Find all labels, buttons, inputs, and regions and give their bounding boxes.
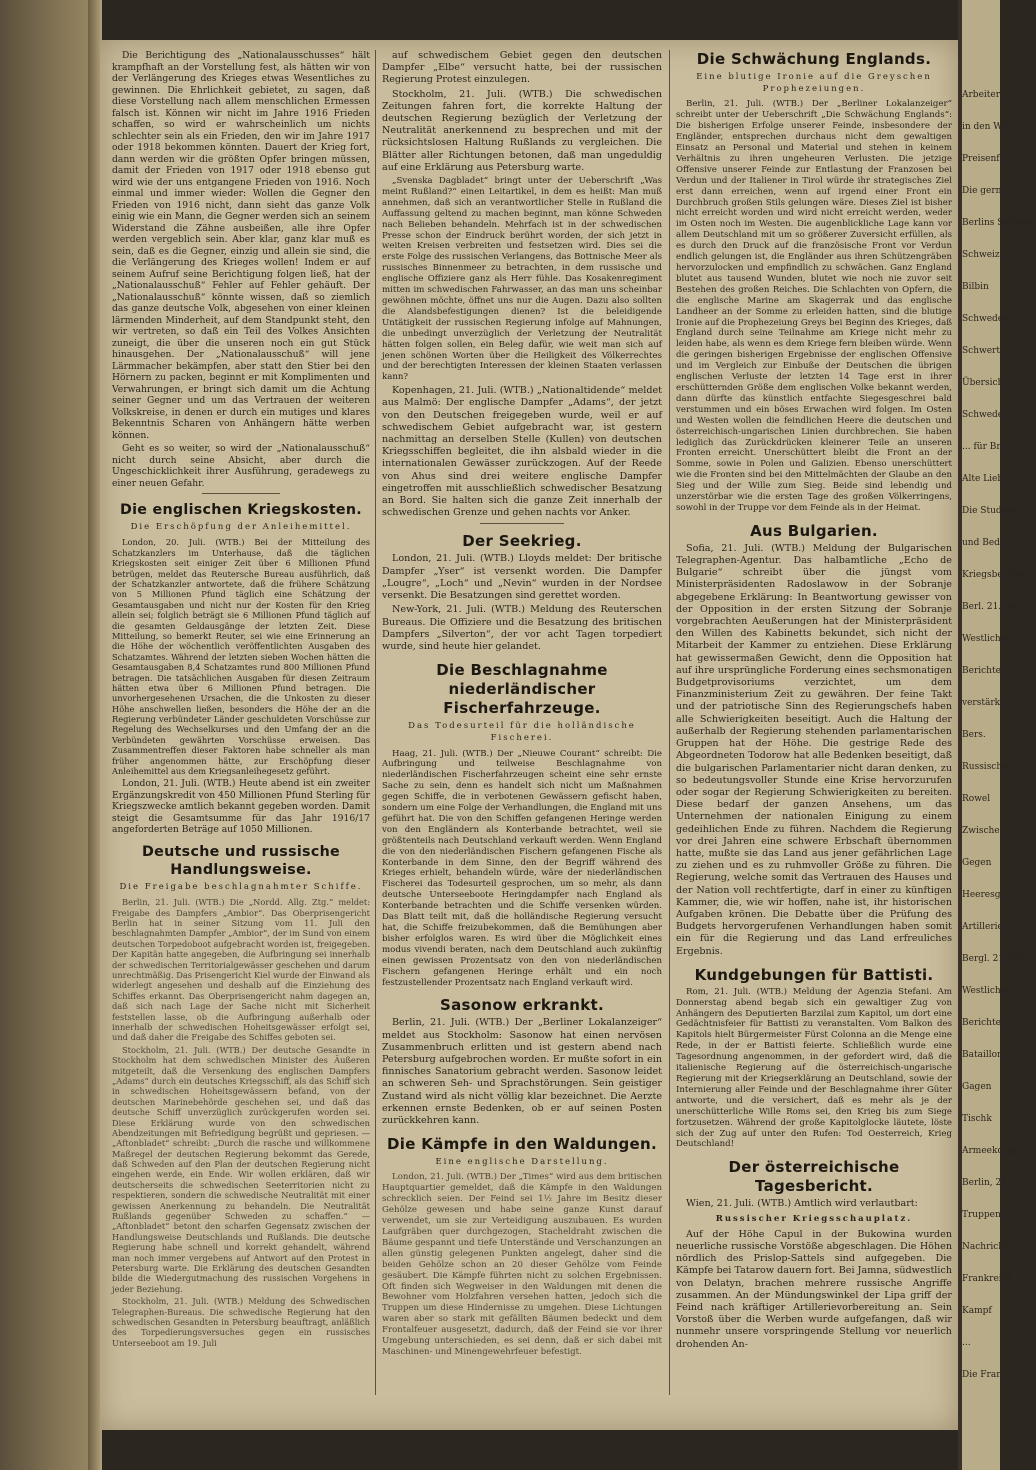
article-text: Geht es so weiter, so wird der „Nationalausschuß“ nicht durch seine Absicht, aber durch die Ungeschicklichkeit ihrer Ausführung, geradewegs zu einer neuen Gefahr. [112, 443, 370, 489]
divider [480, 523, 564, 524]
edge-fragment: Schwert [962, 346, 1000, 356]
subheadline: Russischer Kriegsschauplatz. [715, 1213, 913, 1224]
edge-fragment: Frankreich [962, 1274, 1013, 1284]
edge-fragment: Die Studien [962, 506, 1016, 516]
edge-fragment: ... [962, 1338, 971, 1348]
article-text: Berlin, 21. Juli. (WTB.) Der „Berliner Lokalanzeiger“ schreibt unter der Ueberschrift „Die Schwächung Englands“: Die bisherigen Erfolge unserer Feinde, insbesondere der Engländer, entsprechen durchaus nicht dem gewaltigen Einsatz an Personal und Material und stehen in keinem Verhältnis zu ihren ungeheuren Verlusten. Die jetzige Offensive unserer Feinde zur Entlastung der Franzosen bei Verdun und der Italiener in Tirol würde ihr strategisches Ziel erst dann erreichen, wenn auf irgend einer Front ein Durchbruch großen Stils gelungen wäre. Dieses Ziel ist bisher nicht erreicht worden und wird nicht erreicht werden, weder im Osten noch im Westen. Die augenblickliche Lage kann vor allem Deutschland mit um so größerer Zuversicht erfüllen, als es durch den Druck auf die französische Front vor Verdun endlich gelungen ist, die Engländer aus ihren Schützengräben hervorzulocken und empfindlich zu schwächen. Ganz England blutet aus tausend Wunden, blutet wie noch nie zuvor seit Bestehen des großen Reiches. Die Schlachten von Opfern, die die englische Marine am Skagerrak und das englische Landheer an der Somme zu erleiden hatten, sind die blutige Ironie auf die Prophezeiung Greys bei Beginn des Krieges, daß England durch seine Teilnahme am Kriege nicht mehr zu leiden habe, als wenn es dem Kriege fern bleiben würde. Wenn die geringen bisherigen Ergebnisse der englischen Offensive und im Vergleich zur Einbuße der Deutschen die übrigen englischen Verluste der letzten 14 Tage erst in ihrer erschütternden Größe dem englischen Volke bekannt werden, dann dürfte das künstlich entfachte Siegesgeschrei bald verstummen und ein böses Erwachen wird folgen. Im Osten und Westen wollen die feindlichen Heere die deutschen und österreichisch-ungarischen Linien durchbrechen. Sie haben lediglich das Zurückdrücken kleinerer Teile an unseren Fronten erreicht. Unerschüttert bleibt die Front an der Somme, sowie in Polen und Galizien. Ebenso unerschüttert wie die Fronten sind bei den Mittelmächten der Glaube an den Sieg und der Wille zum Sieg. Beide sind lebendig und unzerstörbar wie die ersten Tage des großen Völkerringens, sowohl in der Truppe vor dem Feinde als in der Heimat. [676, 99, 952, 513]
article-text: Kopenhagen, 21. Juli. (WTB.) „Nationaltidende“ meldet aus Malmö: Der englische Dampfer „Adams“, der jetzt von den Deutschen freigegeben wurde, weil er auf schwedischem Gebiet aufgebracht war, ist gestern nachmittag an derselben Stelle (Kullen) von deutschen Kriegsschiffen begleitet, die ihn alsbald wieder in die internationalen Gewässer zurückzogen. Auf der Reede von Ahus sind drei weitere englische Dampfer eingetroffen mit ausschließlich schwedischer Besatzung an Bord. Sie halten sich die ganze Zeit innerhalb der schwedischen Grenze und gehen nachts vor Anker. [382, 385, 662, 519]
column-3 [676, 50, 952, 1353]
edge-fragment: Nachrichte [962, 1242, 1014, 1252]
column-rule [669, 50, 670, 1395]
headline: Aus Bulgarien. [750, 521, 878, 540]
edge-fragment: Übersicht [962, 378, 1007, 388]
article-text: London, 21. Juli. (WTB.) Lloyds meldet: Der britische Dampfer „Yser“ ist versenkt worden. Die Dampfer „Lougre“, „Loch“ und „Nevin“ wurden in der Nordsee versenkt. Die Besatzungen sind gerettet worden. [382, 553, 662, 602]
article-text: auf schwedischem Gebiet gegen den deutschen Dampfer „Elbe“ versucht hatte, bei der russischen Regierung Protest einzulegen. [382, 50, 662, 86]
edge-fragment: Arbeiterp [962, 90, 1006, 100]
edge-fragment: Tischk [962, 1114, 992, 1124]
article-text: London, 21. Juli. (WTB.) Heute abend ist ein zweiter Ergänzungskredit von 450 Millionen Pfund Sterling für Kriegszwecke amtlich bekannt gegeben worden. Damit steigt die Gesamtsumme für das Jahr 1916/17 angeforderten Beträge auf 1050 Millionen. [112, 778, 370, 836]
headline: Die Kämpfe in den Waldungen. [387, 1135, 657, 1154]
edge-fragment: Preisenfa [962, 154, 1006, 164]
edge-fragment: Die Franz [962, 1370, 1007, 1380]
edge-fragment: Die gern [962, 186, 1002, 196]
article-text: London, 20. Juli. (WTB.) Bei der Mitteilung des Schatzkanzlers im Unterhause, daß die täglichen Kriegskosten seit einiger Zeit über 6 Millionen Pfund betrügen, meldet das Reutersche Bureau ausführlich, daß der Schatzkanzler antwortete, daß die frühere Schätzung von 5 Millionen Pfund täglich eine Schätzung der Gesamtausgaben und nicht nur der Kosten für den Krieg allein sei; folglich beträgt sie 6 Millionen Pfund täglich auf die gesamten Geldausgänge der letzten Zeit. Diese Mitteilung, so bemerkt Reuter, sei wie eine Erinnerung an die Höhe der wöchentlich veröffentlichten Ausgaben des Schatzamtes. Während der letzten sieben Wochen hätten die Gesamtausgaben 8,4 Schatzamtes rund 800 Millionen Pfund betragen. Die tatsächlichen Ausgaben für diesen Zeitraum hätten etwa über 6 Millionen Pfund betragen. Die unvorhergesehenen Ursachen, die die Unkosten zu dieser Höhe anschwellen ließen, besonders die Höhe der an die Regierung verbündeter Länder geschuldeten Vorschüsse zur Regelung des Wechselkurses und den Umfang der an die Verbündeten gewährten Vorschüsse erweisen. Das Zusammentreffen dieser Faktoren habe schneller als man früher angenommen hätte, zur Erschöpfung dieser Anleihemittel aus dem Kriegsanleihegesetz geführt. [112, 537, 370, 777]
column-2 [382, 50, 662, 1360]
article-text: Stockholm, 21. Juli. (WTB.) Der deutsche Gesandte in Stockholm hat dem schwedischen Minister des Äußeren mitgeteilt, daß die Versenkung des englischen Dampfers „Adams“ durch ein deutsches Kriegsschiff, als das Schiff sich in schwedischen Hoheitsgewässern befand, von der deutschen Marinebehörde geschehen sei, und daß das deutsche Schiff unverzüglich zurückgerufen worden sei. Diese Erklärung wurde von den schwedischen Abendzeitungen mit Befriedigung begrüßt und gepriesen. — „Aftonbladet“ schreibt: „Durch die rasche und willkommene Maßregel der deutschen Regierung bekommt das Gerede, daß Schweden auf den Plan der deutschen Regierung nicht eingehen werde, ein Ende. Wir wollen erklären, daß wir deutscherseits die schwedischen Seeterritorien nicht zu respektieren, sondern die schwedische Neutralität mit einer gewissen Anerkennung zu behandeln. Die Neutralität Rußlands gegenüber Schweden zu schaffen.“ — „Aftonbladet“ betont den scharfen Gegensatz zwischen der Handlungsweise Deutschlands und Rußlands. Die deutsche Regierung habe schnell und korrekt gehandelt, während man noch immer vergebens auf Antwort auf den Protest in Petersburg warte. Die Erklärung des deutschen Gesandten bilde die Wiedergutmachung des russischen Vorgehens in jeder Beziehung. [112, 1044, 370, 1294]
article-text: Sofia, 21. Juli. (WTB.) Meldung der Bulgarischen Telegraphen-Agentur. Das halbamtliche „Echo de Bulgarie“ schreibt über die jüngst vom Ministerpräsidenten Radoslawow in der Sobranje abgegebene Erklärung: In Beantwortung gewisser von der Opposition in der ersten Sitzung der Sobranje vorgebrachten Aeußerungen hat der Ministerpräsident den Willen des Kabinetts bekundet, sich nicht der Mitarbeit der Kammer zu entziehen. Diese Erklärung hat gewissermaßen Gewicht, denn die Opposition hat auf ihre ursprüngliche Forderung eines sechsmonatigen Budgetprovisoriums verzichtet, um dem Finanzministerium Zeit zu gewähren. Der feine Takt und der patriotische Sinn des Regierungschefs haben alle Schwierigkeiten beseitigt. Auch die Haltung der außerhalb der Regierung stehenden parlamentarischen Gruppen hat der Höhe. Die gestrige Rede des Abgeordneten Todorow hat alle Bedenken beseitigt, daß die bulgarischen Parlamentarier nicht daran denken, zu so bedeutungsvoller Stunde eine Krise hervorzurufen oder sogar der Regierung Schwierigkeiten zu bereiten. Diese bedarf der ganzen Ansehens, um das Unternehmen der nationalen Einigung zu einem gedeihlichen Ende zu führen. Nachdem die Regierung vor drei Jahren eine schwere Erbschaft übernommen hatte, mußte sie das Land aus jener gefährlichen Lage zu ziehen und es zu ruhmvoller Größe zu führen. Die Regierung, welche somit das Vertrauen des Hauses und der Nation voll rechtfertigte, darf in einer zu künftigen Kammer, die, wie wir hoffen, nahe ist, ihr historischen Aufgaben krönen. Die Debatte über die Prüfung des Budgets hervorgerufenen Verhandlungen haben somit ein für die Regierung und das Land erfreuliches Ergebnis. [676, 542, 952, 957]
subheadline: Eine blutige Ironie auf die Greyschen Prophezeiungen. [696, 72, 932, 95]
edge-fragment: Schwede [962, 410, 1004, 420]
edge-fragment: Armeekorps [962, 1146, 1018, 1156]
edge-fragment: Berichte [962, 1018, 1001, 1028]
article-text: London, 21. Juli. (WTB.) Der „Times“ wird aus dem britischen Hauptquartier gemeldet, daß die Kämpfe in den Waldungen schrecklich seien. Der Feind sei 1½ Jahre im Besitz dieser Gehölze gewesen und habe seine ganze Kunst darauf verwendet, um sie zur Verteidigung auszubauen. Es wurden Laufgräben quer durchgezogen, Stacheldraht zwischen die Bäume gespannt und tiefe Unterstände und Verschanzungen an allen günstig gelegenen Punkten angelegt, daher sind die beiden Gehölze schon an 20 dieser Gehölze vom Feinde gesäubert. Die Kämpfe führten nicht zu solchen Ergebnissen. Oft finden sich Wegweiser in den Waldungen mit denen die Bewohner vom Holzfahren versehen hatten, jedoch sich die Truppen um diese Hindernisse zu umgehen. Diese Lichtungen waren aber so stark mit gefällten Bäumen bedeckt und dem Frontalfeuer ausgesetzt, dadurch, daß der Feind sie vor ihrer Umgebung unterschieden, es sei denn, daß er sich dabei mit Maschinen- und Minengewehrfeuer befestigt. [382, 1172, 662, 1357]
article-text: Auf der Höhe Capul in der Bukowina wurden neuerliche russische Vorstöße abgeschlagen. Die Höhen nördlich des Prislop-Sattels sind aufgegeben. Die Kämpfe bei Tatarow dauern fort. Bei Jamna, südwestlich von Delatyn, brachen mehrere russische Angriffe zusammen. An der Mündungswinkel der Lipa griff der Feind nach kräftiger Artillerievorbereitung an. Sein Vorstoß über die Werben wurde aufgefangen, daß wir nunmehr unsere vorspringende Stellung vor neuerlich drohenden An- [676, 1228, 952, 1350]
article-text: Berlin, 21. Juli. (WTB.) Der „Berliner Lokalanzeiger“ meldet aus Stockholm: Sasonow hat einen nervösen Zusammenbruch erlitten und ist gestern abend nach Petersburg aufgebrochen worden. Er mußte sofort in ein finnisches Sanatorium gebracht werden. Sasonow leidet an schweren Seh- und Sprachstörungen. Sein geistiger Zustand wird als nicht völlig klar bezeichnet. Die Aerzte erkennen ernste Bedenken, ob er auf seinen Posten zurückkehren kann. [382, 1017, 662, 1127]
edge-fragment: Bataillon [962, 1050, 1003, 1060]
edge-fragment: Bers. [962, 730, 986, 740]
edge-fragment: Berl. 21. Juli. [962, 602, 1023, 612]
headline: Der österreichische Tagesbericht. [728, 1158, 900, 1196]
edge-fragment: Kriegsbericht [962, 570, 1025, 580]
edge-fragment: Berichtet [962, 666, 1005, 676]
headline: Die englischen Kriegskosten. [119, 502, 363, 518]
edge-fragment: Berlins Stellung [962, 218, 1036, 228]
column-1 [112, 50, 370, 1350]
subheadline: Eine englische Darstellung. [435, 1157, 609, 1168]
article-text: New-York, 21. Juli. (WTB.) Meldung des Reuterschen Bureaus. Die Offiziere und die Besatzung des britischen Dampfers „Silverton“, der vor acht Tagen torpediert wurde, sind heute hier gelandet. [382, 604, 662, 652]
edge-fragment: Heeresgr. [962, 890, 1007, 900]
article-text: Die Berichtigung des „Nationalausschusses“ hält krampfhaft an der Vorstellung fest, als hätten wir von der Verlängerung des Krieges etwas Wesentliches zu gewinnen. Die Ehrlichkeit gebietet, zu sagen, daß diese Vorstellung nach allem menschlichen Ermessen falsch ist. Können wir nicht im Jahre 1916 Frieden schaffen, so wird er wahrscheinlich um nichts schlechter sein als ein Frieden, den wir im Jahre 1917 oder 1918 bekommen könnten. Dauert der Krieg fort, dann werden wir die größten Opfer bringen müssen, damit der Frieden von 1917 oder 1918 ebenso gut wird wie der uns entgangene Frieden von 1916. Noch einmal und immer wieder: Wollen die Gegner den Frieden von 1916 nicht, dann sieht das ganze Volk einig wie ein Mann, die Gegner werden sich an seinem Widerstand die Zähne ausbeißen, alle ihre Opfer werden vergeblich sein. Aber klar, ganz klar muß es sein, daß es die Gegner, einzig und allein sie sind, die die Verlängerung des Krieges wollen! Indem er auf seinem Aufruf seine Berichtigung folgen ließ, hat der „Nationalausschuß“ Fehler auf Fehler gehäuft. Der „Nationalausschuß“ könnte wissen, daß so ziemlich das ganze deutsche Volk, abgesehen von einer kleinen lärmenden Minderheit, auf dem Standpunkt steht, den wir vertreten, so daß ein Teil des Volkes Ansichten zuneigt, die über die unseren noch ein gut Stück hinausgehen. Der „Nationalausschuß“ will jene Lärmmacher bekämpfen, aber statt den Stier bei den Hörnern zu packen, beginnt er mit Komplimenten und Verwahrungen, er bringt sich damit um die Achtung seiner Gegner und um das Vertrauen der weiteren Volkskreise, in denen er durch ein mutiges und klares Bekenntnis Scharen von Anhängern hätte werben können. [112, 50, 370, 441]
edge-fragment: ... für Bre [962, 442, 1006, 452]
article-text: Haag, 21. Juli. (WTB.) Der „Nieuwe Courant“ schreibt: Die Aufbringung und teilweise Beschlagnahme von niederländischen Fischerfahrzeugen scheint eine sehr ernste Sache zu sein, denn es handelt sich nicht um Maßnahmen gegen Schiffe, die in verbotenen Gewässern gefischt haben, sondern um eine Folge der Verhandlungen, die England mit uns geführt hat. Die von den Schiffen gefangenen Heringe werden von den Engländern als Konterbande betrachtet, weil sie größtenteils nach Deutschland verkauft werden. Wenn England die von den niederländischen Fischern gefangenen Fische als Konterbande in dem Sinne, den der Begriff während des Krieges erhielt, behandeln würde, wäre der niederländischen Fischerei das Todesurteil gesprochen, um so mehr, als dann deutsche Unterseeboote Heringdampfer nach England als Konterbande betrachten und die Schiffe versenken würden. Das Blatt teilt mit, daß die holländische Regierung versucht hat, die Schiffe freizubekommen, daß die Bemühungen aber bisher erfolglos waren. Es wird über die Möglichkeit eines modus vivendi beraten, nach dem Deutschland auch zukünftig einen gewissen Prozentsatz von den von niederländischen Fischern gefangenen Heringe erhält und ein noch festzustellender Prozentsatz nach England verkauft wird. [382, 748, 662, 988]
article-text: „Svenska Dagbladet“ bringt unter der Ueberschrift „Was meint Rußland?“ einen Leitartikel, in dem es heißt: Man muß annehmen, daß sich an verantwortlicher Stelle in Rußland die Auffassung geltend zu machen beginnt, man könne Schweden nach Belieben behandeln. Mehrfach ist in der schwedischen Presse schon der Eindruck berührt worden, der sich jetzt in weiten Kreisen verbreiten und festsetzen wird. Dies sei die erste Folge des russischen Verlangens, das Bottnische Meer als russisches Binnenmeer zu betrachten, in dem russische und englische Offiziere ganz als Herr fühle. Das Kosakenregiment mitten im schwedischen Fahrwasser, an das man uns scheinbar gewöhnen möchte, öffnet uns nur die Augen. Dazu also sollten die Alandsbefestigungen dienen? Ist die beleidigende Untätigkeit der russischen Regierung infolge auf Mahnungen, die unbedingt unverzüglich der Verletzung der Neutralität hätten folgen sollen, ein Beleg dafür, wie weit man sich auf jenen schönen Worten über die Heiligkeit des Völkerrechtes und der berechtigten Interessen der kleinen Staaten verlassen kann? [382, 176, 662, 383]
edge-fragment: Russische [962, 762, 1008, 772]
book-binding [0, 0, 100, 1470]
article-text: Berlin, 21. Juli. (WTB.) Die „Nordd. Allg. Ztg.“ meldet: Freigabe des Dampfers „Ambior“. Das Oberprisengericht Berlin hat in seiner Sitzung vom 11. Juli den beschlagnahmten Dampfer „Ambior“, der im Sund von einem deutschen Torpedoboot aufgebracht worden ist, freigegeben. Der Kapitän hatte angegeben, die Aufbringung sei innerhalb der schwedischen Territorialgewässer geschehen und darum unrechtmäßig. Das Prisengericht Kiel wurde der Einwand als widerlegt angesehen und deshalb auf die Einziehung des Schiffes erkannt. Das Oberprisengericht nahm dagegen an, daß sich nach Lage der Sache nicht mit Sicherheit feststellen lasse, ob die Aufbringung außerhalb oder innerhalb der schwedischen Hoheitsgewässer erfolgt sei, und daß daher die Freigabe des Schiffes geboten sei. [112, 897, 370, 1043]
edge-fragment: Schweden [962, 314, 1009, 324]
headline: Sasonow erkrankt. [440, 996, 604, 1015]
edge-fragment: verstärk [962, 698, 1001, 708]
divider [202, 493, 279, 494]
edge-fragment: Westlicher [962, 986, 1011, 996]
edge-fragment: Artillerie [962, 922, 1003, 932]
edge-fragment: Bilbin [962, 282, 989, 292]
article-text: Rom, 21. Juli. (WTB.) Meldung der Agenzia Stefani. Am Donnerstag abend begab sich ein gewaltiger Zug von Anhängern des Deputierten Barzilai zum Kapitol, um dort eine Gedächtnisfeier für Battisti zu veranstalten. Vom Balkon des Kapitols hielt Bürgermeister Fürst Colonna an die Menge eine Rede, in der er Battisti feierte. Schließlich wurde eine Tagesordnung angenommen, in der gefordert wird, daß die italienische Regierung auf die österreichisch-ungarische Regierung mit der Kriegserklärung an Deutschland, sowie der Internierung aller Feinde und der Beschlagnahme ihrer Güter antworte, und die versichert, daß es mehr als je der unerschütterliche Wille Roms sei, den Krieg bis zum Siege fortzusetzen. Während der große Kapitolglocke läutete, löste sich der Zug auf unter den Rufen: Tod Oesterreich, Krieg Deutschland! [676, 986, 952, 1150]
edge-fragment: Berlin, 21. [962, 1178, 1010, 1188]
edge-fragment: Zwischen [962, 826, 1006, 836]
edge-fragment: in den We [962, 122, 1008, 132]
headline: Die Schwächung Englands. [696, 50, 932, 68]
headline: Kundgebungen für Battisti. [694, 965, 934, 984]
edge-fragment: Gegen [962, 858, 992, 868]
column-rule [375, 50, 376, 1395]
article-text: Stockholm, 21. Juli. (WTB.) Meldung des Schwedischen Telegraphen-Bureaus. Die schwedische Regierung hat den schwedischen Gesandten in Petersburg beauftragt, anläßlich des Torpedierungsversuches gegen ein russisches Unterseeboot am 19. Juli [112, 1296, 370, 1348]
edge-fragment: Schweiz [962, 250, 1000, 260]
edge-fragment: Bergl. 21. Juli. [962, 954, 1028, 964]
subheadline: Die Freigabe beschlagnahmter Schiffe. [119, 881, 363, 892]
subheadline: Die Erschöpfung der Anleihemittel. [130, 521, 352, 532]
subheadline: Das Todesurteil für die holländische Fischerei. [408, 721, 636, 744]
headline: Deutsche und russische Handlungsweise. [142, 843, 340, 878]
article-text: Wien, 21. Juli. (WTB.) Amtlich wird verlautbart: [686, 1198, 918, 1210]
edge-fragment: Kampf [962, 1306, 992, 1316]
edge-fragment: Truppen [962, 1210, 1001, 1220]
headline: Die Beschlagnahme niederländischer Fischerfahrzeuge. [436, 661, 608, 718]
edge-fragment: Rowel [962, 794, 991, 804]
article-text: Stockholm, 21. Juli. (WTB.) Die schwedischen Zeitungen fahren fort, die korrekte Haltung der deutschen Regierung bezüglich der Verletzung der Neutralität anerkennend zu besprechen und mit der rücksichtslosen Haltung Rußlands zu vergleichen. Die Blätter aller Richtungen betonen, daß man ungeduldig auf eine Erklärung aus Petersburg warte. [382, 88, 662, 173]
edge-fragment: Westlicher [962, 634, 1011, 644]
headline: Der Seekrieg. [462, 532, 582, 551]
edge-fragment: Alte Lieb. [962, 474, 1006, 484]
edge-fragment: und Bed. [962, 538, 1003, 548]
edge-fragment: Gagen [962, 1082, 992, 1092]
